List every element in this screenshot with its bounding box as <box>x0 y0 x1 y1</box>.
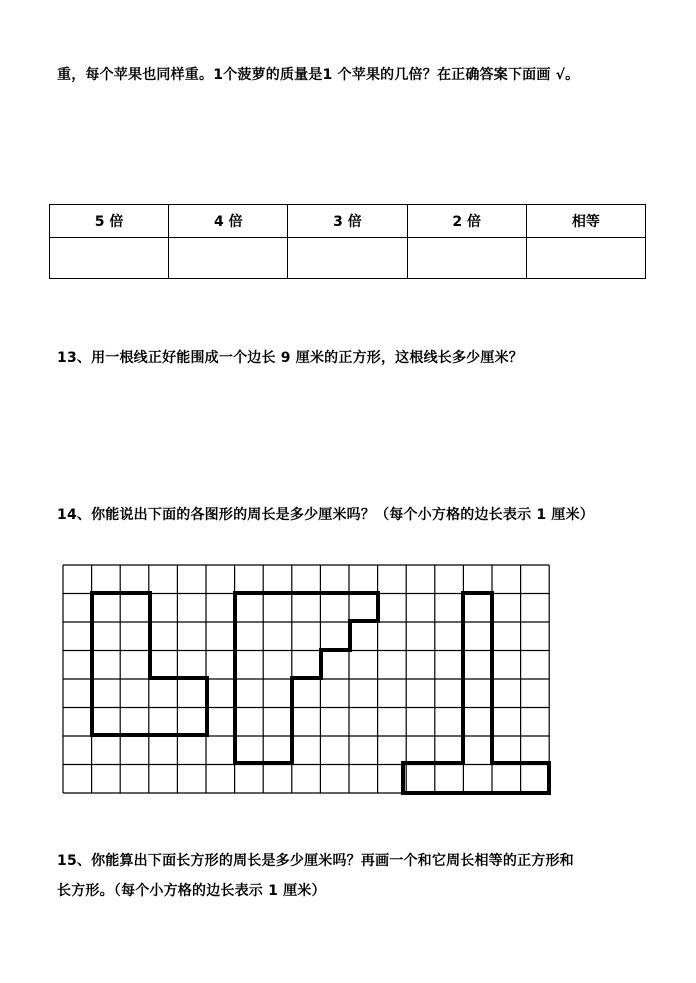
question-12-text: 重，每个苹果也同样重。1个菠萝的质量是1 个苹果的几倍？在正确答案下面画 √。 <box>57 67 580 83</box>
answer-header-2x: 2 倍 <box>407 205 526 238</box>
shape-l-figure <box>92 593 207 735</box>
question-13-text: 13、用一根线正好能围成一个边长 9 厘米的正方形，这根线长多少厘米？ <box>57 350 523 366</box>
shape-inverted-l-figure <box>403 593 549 793</box>
answer-header-5x: 5 倍 <box>50 205 169 238</box>
answer-header-equal: 相等 <box>526 205 645 238</box>
answer-header-3x: 3 倍 <box>288 205 407 238</box>
question-14-text: 14、你能说出下面的各图形的周长是多少厘米吗？（每个小方格的边长表示 1 厘米） <box>57 507 594 523</box>
question-15-line-1: 15、你能算出下面长方形的周长是多少厘米吗？再画一个和它周长相等的正方形和 <box>57 853 574 869</box>
shape-staircase-figure <box>235 593 378 763</box>
answer-header-4x: 4 倍 <box>169 205 288 238</box>
question-15-line-2: 长方形。（每个小方格的边长表示 1 厘米） <box>57 883 326 899</box>
